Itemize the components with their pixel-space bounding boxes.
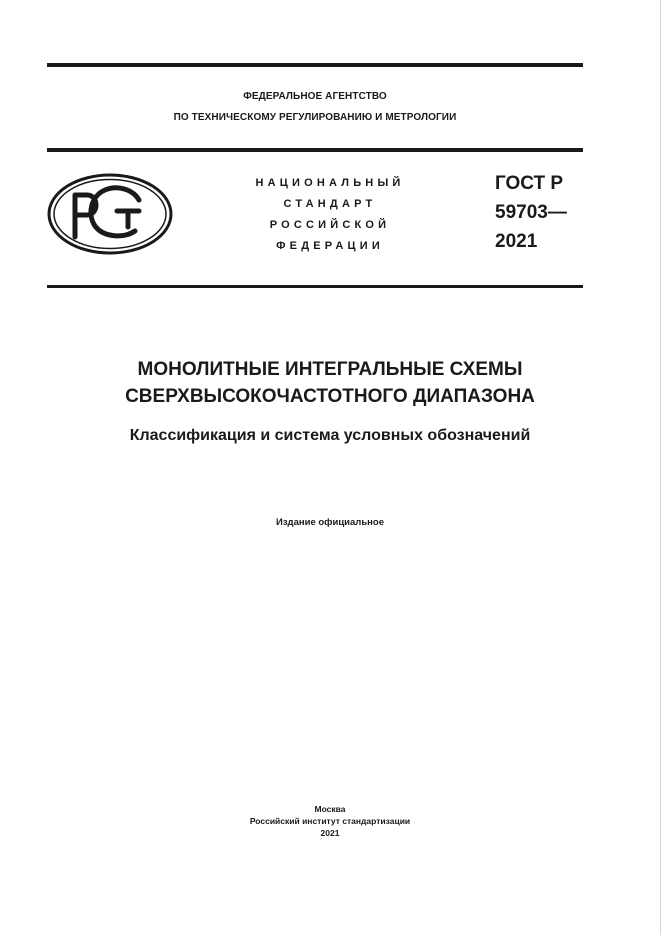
national-standard-line-1: НАЦИОНАЛЬНЫЙ xyxy=(255,177,405,189)
national-standard-line-3: РОССИЙСКОЙ xyxy=(269,219,391,231)
document-title xyxy=(20,356,640,410)
header-rule xyxy=(47,148,583,152)
standard-code-line-1: ГОСТ Р xyxy=(495,173,564,194)
imprint-year: 2021 xyxy=(320,828,340,838)
document-subtitle: Классификация и система условных обозначений xyxy=(129,427,531,444)
imprint-publisher: Российский институт стандартизации xyxy=(249,816,411,826)
top-rule xyxy=(47,63,583,67)
imprint-city: Москва xyxy=(314,804,346,814)
standard-code-line-2: 59703— xyxy=(495,202,567,223)
title-line-1: МОНОЛИТНЫЕ ИНТЕГРАЛЬНЫЕ СХЕМЫ xyxy=(137,359,523,380)
imprint xyxy=(20,803,640,839)
section-rule xyxy=(47,285,583,288)
edition-label: Издание официальное xyxy=(276,517,384,528)
standard-code-line-3: 2021 xyxy=(495,231,538,252)
national-standard-line-2: СТАНДАРТ xyxy=(283,198,377,210)
national-standard-label xyxy=(230,173,430,257)
rst-gost-emblem-icon xyxy=(47,173,173,255)
agency-line-1: ФЕДЕРАЛЬНОЕ АГЕНТСТВО xyxy=(243,91,387,102)
agency-line-2: ПО ТЕХНИЧЕСКОМУ РЕГУЛИРОВАНИЮ И МЕТРОЛОГИИ xyxy=(173,112,457,123)
standard-code xyxy=(495,169,567,256)
title-line-2: СВЕРХВЫСОКОЧАСТОТНОГО ДИАПАЗОНА xyxy=(125,386,535,407)
national-standard-line-4: ФЕДЕРАЦИИ xyxy=(276,240,384,252)
